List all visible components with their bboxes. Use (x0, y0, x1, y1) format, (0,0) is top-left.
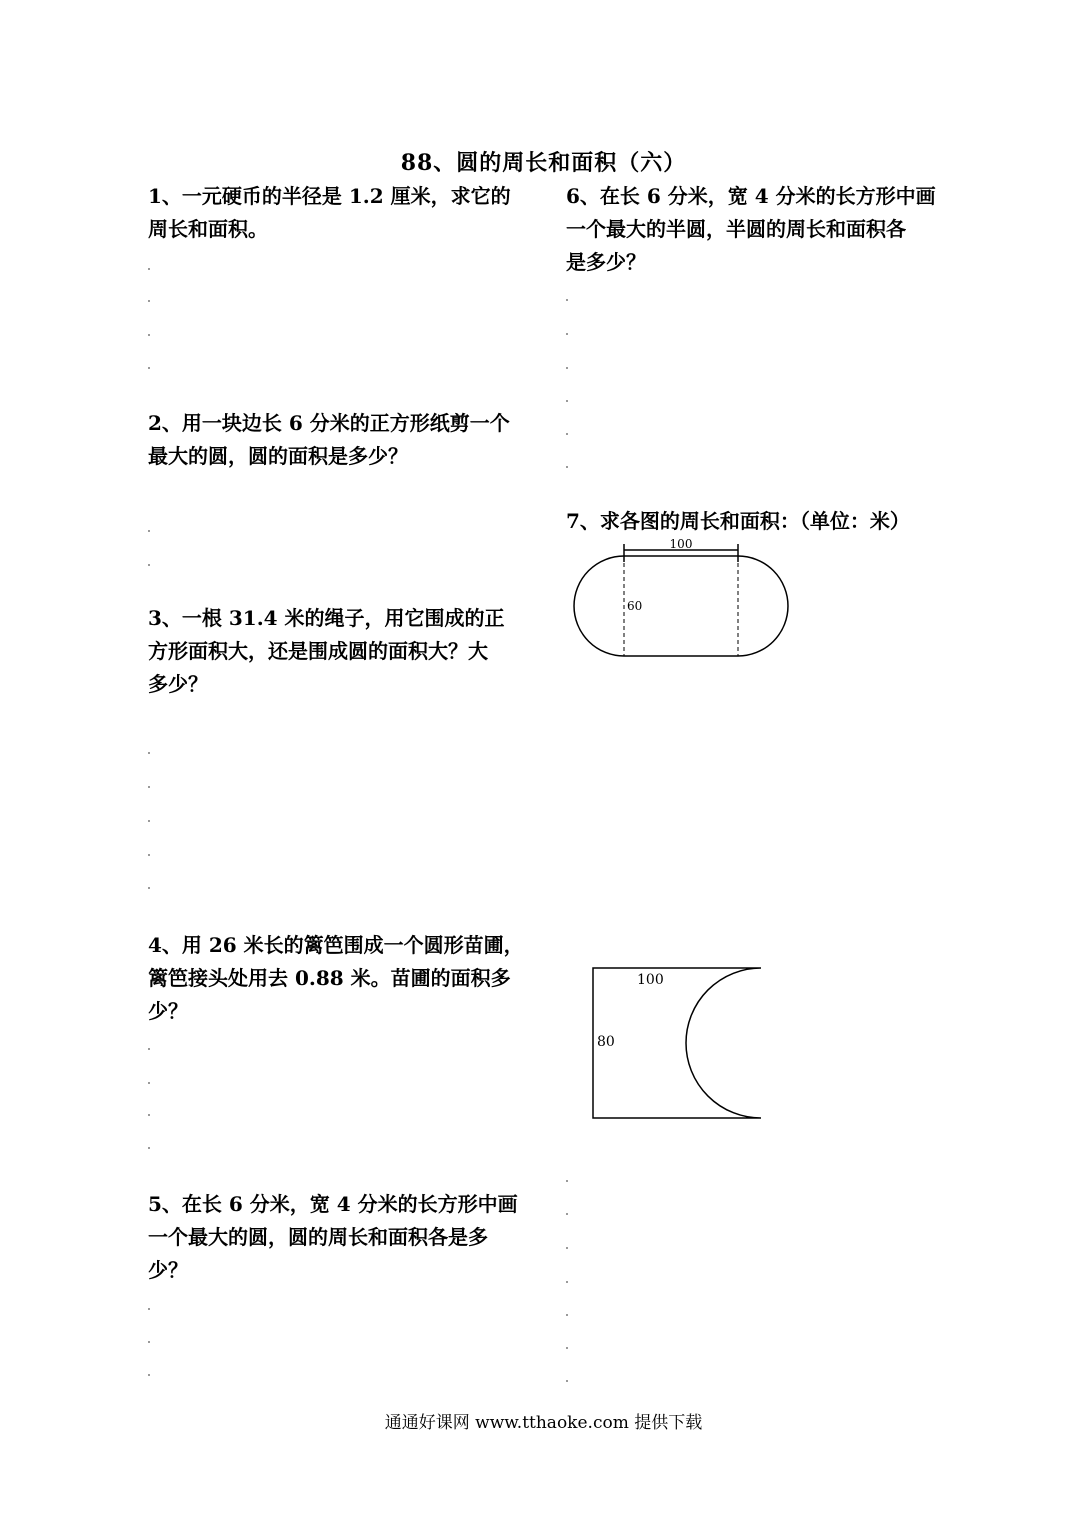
figure-rect-width-label: 80 (597, 1034, 615, 1050)
question-3 (148, 602, 505, 701)
question-1-line-2: 周长和面积。 (148, 217, 268, 241)
question-3-line-2: 方形面积大，还是围成圆的面积大？大 (148, 639, 488, 663)
question-5 (148, 1188, 518, 1287)
question-7-line-1: 7、求各图的周长和面积：（单位：米） (566, 509, 910, 533)
question-4-line-3: 少？ (148, 999, 188, 1023)
question-2-line-2: 最大的圆，圆的面积是多少？ (148, 444, 408, 468)
question-5-line-1: 5、在长 6 分米，宽 4 分米的长方形中画 (148, 1192, 518, 1216)
question-6-line-1: 6、在长 6 分米，宽 4 分米的长方形中画 (566, 184, 936, 208)
question-4-line-2: 篱笆接头处用去 0.88 米。苗圃的面积多 (148, 966, 511, 990)
question-6 (566, 180, 936, 279)
question-1 (148, 180, 511, 246)
figure-rect-length-label: 100 (637, 972, 664, 988)
question-6-line-3: 是多少？ (566, 250, 646, 274)
question-3-line-1: 3、一根 31.4 米的绳子，用它围成的正 (148, 606, 505, 630)
page-title: 88、圆的周长和面积（六） (400, 150, 687, 176)
question-4-line-1: 4、用 26 米长的篱笆围成一个圆形苗圃， (148, 933, 524, 957)
figure-stadium (570, 536, 790, 666)
figure-stadium-length-label: 100 (669, 537, 693, 551)
figure-rect-cutout (585, 960, 775, 1130)
question-6-line-2: 一个最大的半圆，半圆的周长和面积各 (566, 217, 906, 241)
figure-stadium-width-label: 60 (627, 599, 643, 613)
question-2 (148, 407, 510, 473)
question-5-line-2: 一个最大的圆，圆的周长和面积各是多 (148, 1225, 488, 1249)
question-2-line-1: 2、用一块边长 6 分米的正方形纸剪一个 (148, 411, 510, 435)
question-7 (566, 505, 910, 538)
question-1-line-1: 1、一元硬币的半径是 1.2 厘米，求它的 (148, 184, 511, 208)
question-5-line-3: 少？ (148, 1258, 188, 1282)
footer-credit: 通通好课网 www.tthaoke.com 提供下载 (384, 1413, 703, 1433)
question-3-line-3: 多少？ (148, 672, 208, 696)
question-4 (148, 929, 524, 1028)
